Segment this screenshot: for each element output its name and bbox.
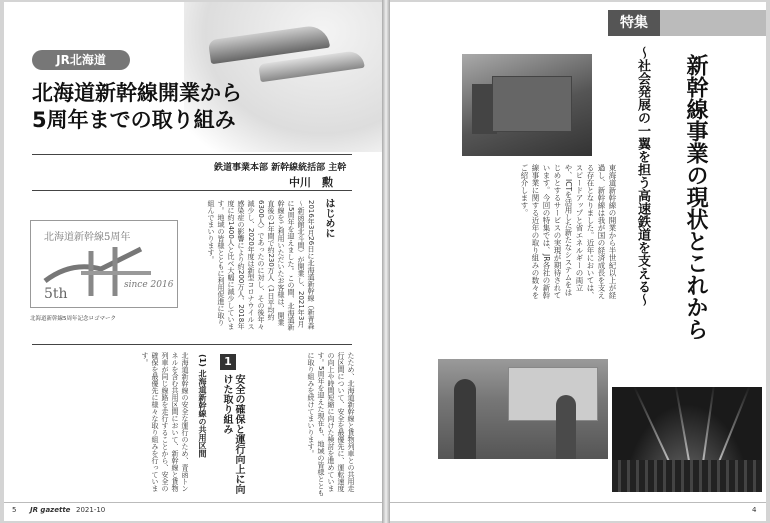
logo-since: since 2016 [124, 280, 174, 290]
section-number: 1 [220, 354, 236, 370]
divider [32, 344, 352, 345]
photo-detail [492, 76, 572, 132]
heading-hajimeni: はじめに [323, 198, 334, 238]
photo-detail [701, 387, 716, 472]
photo-detail [508, 367, 598, 421]
article-title [32, 80, 242, 134]
intro-text: 2016年3月26日に北海道新幹線（新青森～新函館北斗間）が開業し、2021年3月に5周年を迎えました。この間、北海道新幹線をご利用いただいたお客様は、開業直後の1年間で約230万人（1日平均約6300人）であったのに対し、その後年々減少し、2020年度は新型コロナウイルス感染症の影響により約200万人、2018年度に約1400人と比べ大幅に減少しています。地域の皆様とともに利用促進に取り組んでまいります。 [207, 200, 315, 331]
divider [32, 154, 352, 155]
photo-detail [454, 379, 476, 459]
photo-rail-equipment [462, 54, 592, 156]
company-tag: JR北海道 [32, 50, 130, 70]
photo-detail [715, 387, 751, 469]
article-title-line-2: 5周年までの取り組み [32, 108, 236, 132]
section-title: 安全の確保と運行向上に向けた取り組み [221, 374, 244, 494]
photo-detail [674, 387, 692, 471]
logo-caption: 北海道新幹線5周年記念ロゴマーク [30, 316, 117, 322]
article-title-line-1: 北海道新幹線開業から [32, 81, 242, 105]
feature-tag: 特集 [608, 10, 660, 36]
magazine-name: JR gazette [30, 506, 71, 514]
body-column-a: 北海道新幹線の安全な運行のため、青函トンネルを含む共用区間において、新幹線と貨物列車が同じ線路を走行することから、安全の確保を最優先に様々な取り組みを行っています。 [141, 352, 189, 492]
right-page [390, 2, 766, 521]
logo-title: 北海道新幹線5周年 [44, 232, 131, 243]
logo-numeral: 5th [44, 286, 68, 302]
author-name: 中川 勲 [289, 176, 333, 189]
left-page [4, 2, 382, 521]
lead-text: 東海道新幹線の開業から半世紀以上が経過し、新幹線は我が国の経済成長を支える存在となりました。近年においては、スピードアップと省エネルギーの両立や、ICTを活用した新たなシステムをはじめとするサービスの実現が期待されています。今回の特集では、JR各社の新幹線事業に関する近年の取り組みの数々をご紹介します。 [520, 164, 617, 299]
photo-exhibit-staff [438, 359, 608, 459]
issue-number: 2021-10 [76, 506, 106, 514]
feature-tag-bar [660, 10, 766, 36]
feature-subtitle: ～社会発展の一翼を担う高速鉄道を支える～ [635, 46, 650, 306]
photo-detail [556, 395, 576, 459]
feature-title: 新幹線事業の現状とこれから [683, 54, 708, 340]
photo-detail [612, 460, 762, 492]
photo-night-light-beams [612, 387, 762, 492]
footer-line [390, 502, 766, 503]
subsection-title: (1) 北海道新幹線の共用区間 [198, 354, 207, 458]
page-number: 5 [12, 506, 17, 514]
author-department: 鉄道事業本部 新幹線統括部 主幹 [214, 163, 347, 173]
gutter [382, 0, 390, 523]
divider [32, 190, 352, 191]
page-number: 4 [752, 506, 757, 514]
footer-line [4, 502, 382, 503]
photo-detail [633, 387, 673, 468]
body-column-b: たため、北海道新幹線と貨物列車との共用走行区間について、安全を最優先に、運転速度の向上や時間短縮に向けた検討を進めています。5周年を迎えた現在も、地域の皆様とともに取り組みを続けてまいります。 [307, 352, 355, 497]
